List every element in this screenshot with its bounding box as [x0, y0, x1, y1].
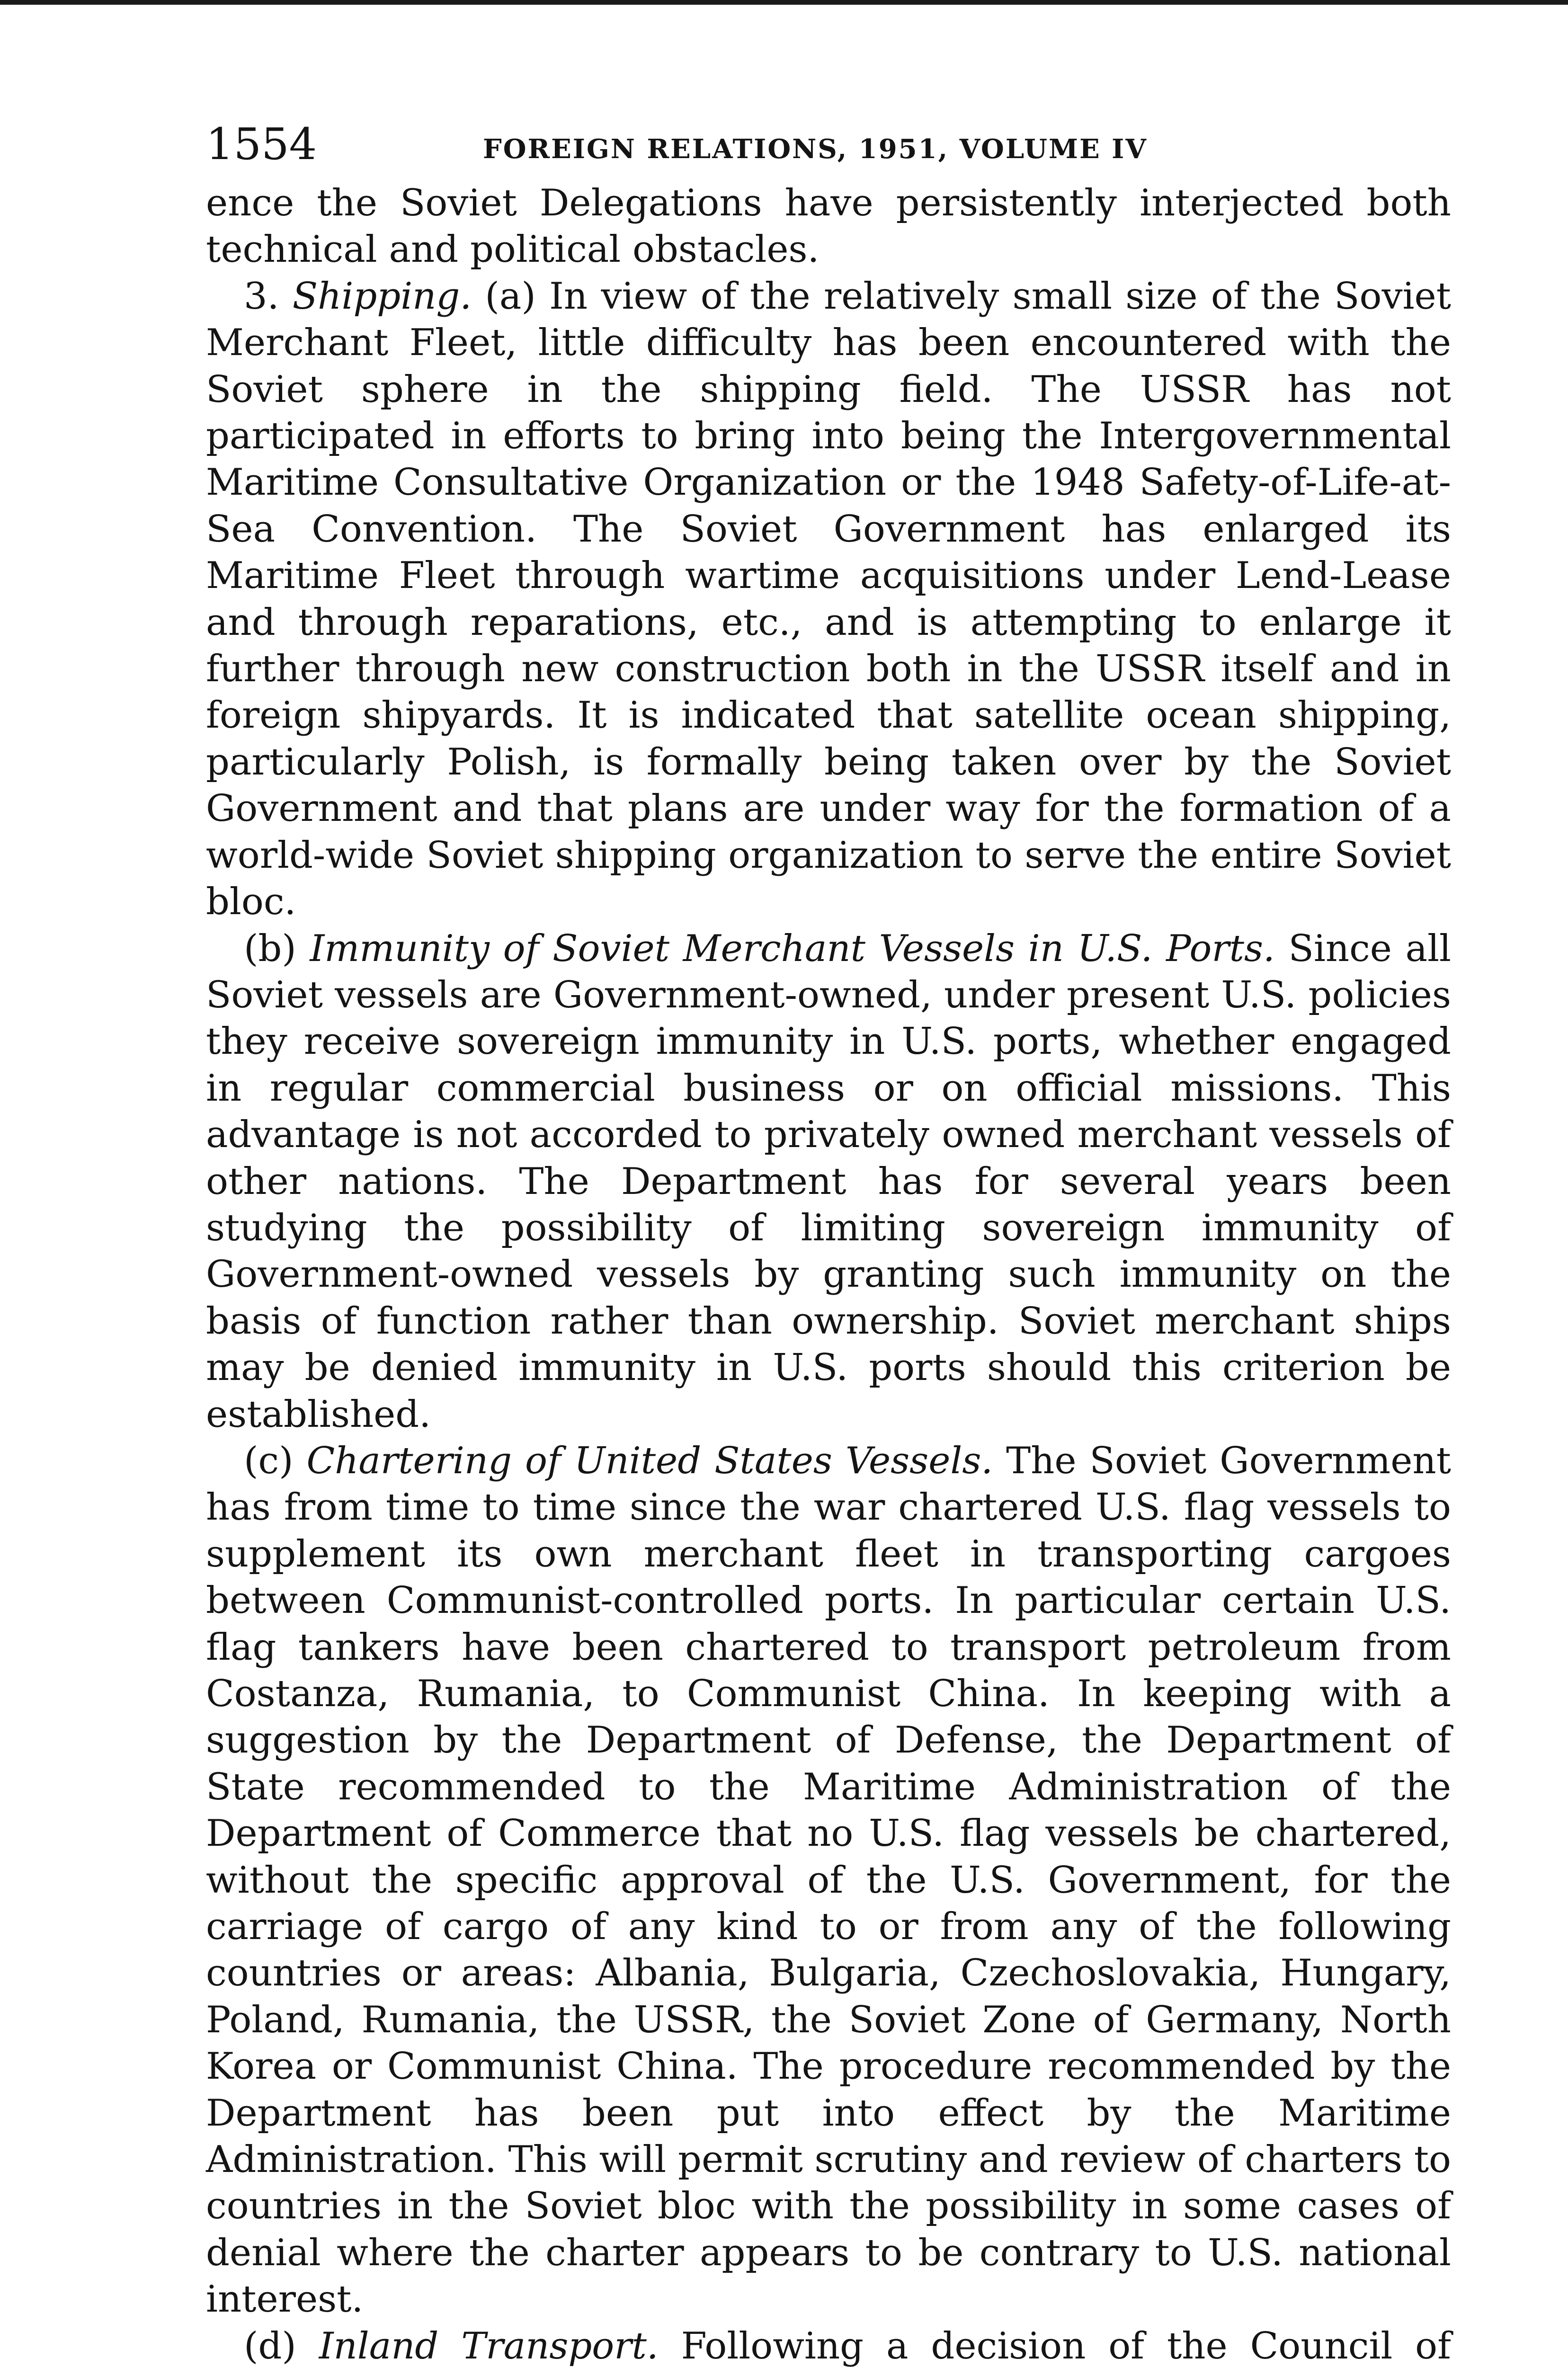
paragraph-lead: (c)	[244, 1439, 307, 1482]
paragraph-text: (a) In view of the relatively small size of the Soviet Merchant Fleet, little difficulty has been encountered with the Soviet sphere in the shipping field. The USSR has not participated in efforts to bring into being the Intergovernmental Maritime Consultative Organization or the 1948 Safety-of-Life-at-Sea Convention. The Soviet Government has enlarged its Maritime Fleet through wartime acquisitions under Lend-Lease and through reparations, etc., and is attempting to enlarge it further through new construction both in the USSR itself and in foreign shipyards. It is indicated that satellite ocean shipping, particularly Polish, is formally being taken over by the Soviet Government and that plans are under way for the formation of a world-wide Soviet shipping organization to serve the entire Soviet bloc.	[206, 275, 1451, 924]
paragraph-shipping	[206, 273, 1451, 925]
paragraph-lead: 3.	[244, 275, 293, 318]
paragraph-text: Since all Soviet vessels are Government-owned, under present U.S. policies they receive sovereign immunity in U.S. ports, whether engaged in regular commercial business or on official missions. This advantage is not accorded to privately owned merchant vessels of other nations. The Department has for several years been studying the possibility of limiting sovereign immunity of Government-owned vessels by granting such immunity on the basis of function rather than ownership. Soviet merchant ships may be denied immunity in U.S. ports should this criterion be established.	[206, 927, 1451, 1436]
document-page	[206, 118, 1451, 2367]
top-border-rule	[0, 0, 1568, 5]
paragraph-text: Following a decision of the Council of	[681, 2324, 1451, 2367]
paragraph-immunity	[206, 925, 1451, 1438]
paragraph-chartering	[206, 1438, 1451, 2323]
paragraph-lead: (b)	[244, 927, 310, 970]
section-heading: Shipping.	[292, 275, 472, 318]
body-text	[206, 180, 1451, 2367]
paragraph-inland-transport	[206, 2323, 1451, 2367]
header-title: FOREIGN RELATIONS, 1951, VOLUME IV	[483, 133, 1148, 165]
section-heading: Immunity of Soviet Merchant Vessels in U.S. Ports.	[310, 927, 1275, 970]
paragraph-text: The Soviet Government has from time to time since the war chartered U.S. flag vessels to supplement its own merchant fleet in transporting cargoes between Communist-controlled ports. In particular certain U.S. flag tankers have been chartered to transport petroleum from Costanza, Rumania, to Communist China. In keeping with a suggestion by the Department of Defense, the Department of State recommended to the Maritime Administration of the Department of Commerce that no U.S. flag vessels be chartered, without the specific approval of the U.S. Government, for the carriage of cargo of any kind to or from any of the following countries or areas: Albania, Bulgaria, Czechoslovakia, Hungary, Poland, Rumania, the USSR, the Soviet Zone of Germany, North Korea or Communist China. The procedure recommended by the Department has been put into effect by the Maritime Administration. This will permit scrutiny and review of charters to countries in the Soviet bloc with the possibility in some cases of denial where the charter appears to be contrary to U.S. national interest.	[206, 1439, 1451, 2321]
paragraph-lead: (d)	[244, 2324, 319, 2367]
section-heading: Chartering of United States Vessels.	[306, 1439, 993, 1482]
running-header	[206, 118, 1451, 180]
paragraph-text: ence the Soviet Delegations have persistently interjected both technical and political obstacles.	[206, 182, 1451, 271]
paragraph-continuation	[206, 180, 1451, 273]
page-number: 1554	[206, 119, 317, 169]
section-heading: Inland Transport.	[319, 2324, 659, 2367]
